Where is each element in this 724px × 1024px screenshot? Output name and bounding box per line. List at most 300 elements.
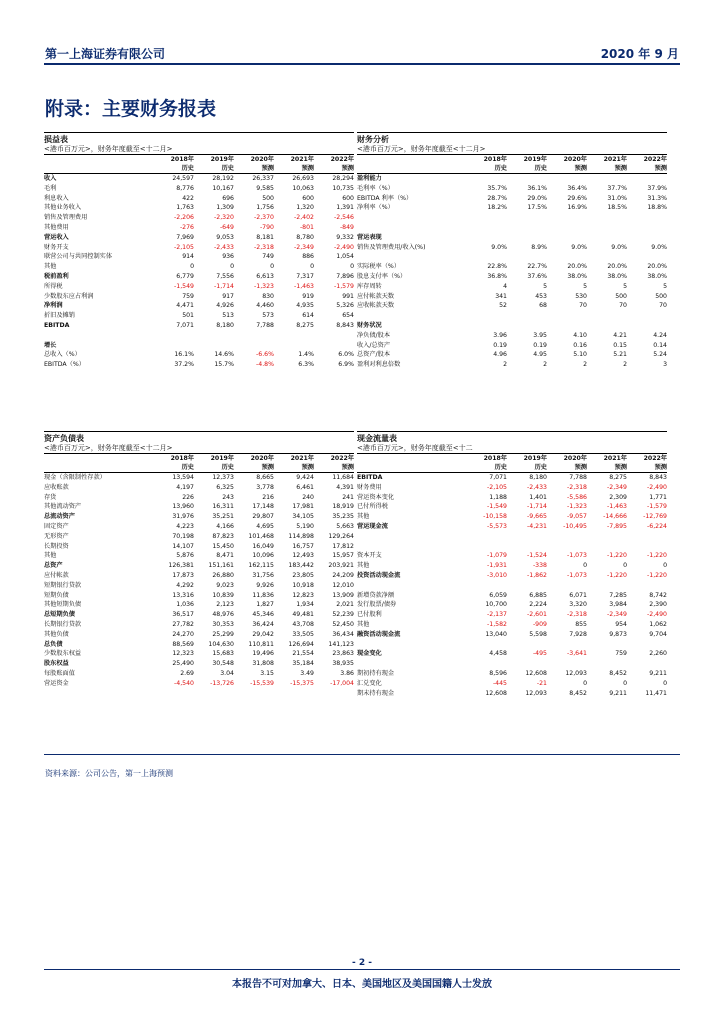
cell-value: -1,220 xyxy=(647,552,667,560)
cell-value xyxy=(467,581,507,591)
cell-value xyxy=(507,311,547,321)
cell-value: 28.7% xyxy=(487,194,507,202)
row-label: 现金（含限制性存款） xyxy=(44,474,106,481)
cell-value xyxy=(547,321,587,331)
header-blank xyxy=(357,454,467,463)
cell-value: -2,318 xyxy=(567,611,587,619)
cell-value: 6.0% xyxy=(338,351,354,359)
cell-value: 35,251 xyxy=(212,513,234,521)
cell-value: -4,540 xyxy=(174,679,194,687)
year-header: 2021年 xyxy=(603,156,627,163)
row-label: 总流动资产 xyxy=(44,513,75,521)
cell-value: 1,036 xyxy=(176,601,194,609)
row-label: 营运收入 xyxy=(44,233,69,241)
cell-value xyxy=(547,581,587,591)
row-label: EBITDA（%） xyxy=(44,361,85,369)
cell-value: 49,481 xyxy=(292,611,314,619)
row-label: 期初持有现金 xyxy=(357,669,395,677)
cell-value xyxy=(627,233,667,243)
table-row xyxy=(357,512,667,522)
cell-value: 11,836 xyxy=(252,591,274,599)
type-header: 预测 xyxy=(234,463,274,473)
cell-value: 7,317 xyxy=(296,272,314,280)
cell-value: 240 xyxy=(302,493,314,501)
cell-value: 16.9% xyxy=(567,204,587,212)
cell-value: 0 xyxy=(270,263,274,271)
cell-value: 87,823 xyxy=(212,532,234,540)
cell-value: -9,665 xyxy=(527,513,547,521)
row-label: 库存周转 xyxy=(357,282,382,290)
cell-value xyxy=(587,174,627,184)
cell-value xyxy=(234,331,274,341)
header-blank xyxy=(44,164,154,174)
cell-value: 29,042 xyxy=(252,630,274,638)
row-label xyxy=(357,213,467,223)
cell-value xyxy=(314,331,354,341)
year-header: 2020年 xyxy=(563,156,587,163)
table-row xyxy=(357,233,667,243)
cell-value: 4.10 xyxy=(573,331,587,339)
type-header: 预测 xyxy=(234,164,274,174)
row-label: 财务状况 xyxy=(357,321,382,329)
cell-value: 9,585 xyxy=(256,184,274,192)
cell-value: 10,063 xyxy=(292,184,314,192)
cell-value: 4 xyxy=(503,282,507,290)
cell-value xyxy=(507,659,547,669)
financial-analysis-panel xyxy=(357,132,667,370)
cell-value: 6,059 xyxy=(489,591,507,599)
cell-value xyxy=(627,640,667,650)
cell-value: 8,180 xyxy=(216,321,234,329)
cell-value: 2,224 xyxy=(529,601,547,609)
cell-value: -10,495 xyxy=(563,522,587,530)
table-row xyxy=(44,350,354,360)
cell-value: 855 xyxy=(575,620,587,628)
table-row xyxy=(44,473,354,483)
cell-value: 9.0% xyxy=(571,243,587,251)
cell-value: 8,665 xyxy=(256,474,274,481)
cell-value: 52 xyxy=(499,302,507,310)
table-row xyxy=(44,252,354,262)
table-row xyxy=(357,493,667,503)
cell-value: -1,579 xyxy=(647,503,667,511)
table-row xyxy=(357,522,667,532)
year-header: 2022年 xyxy=(643,156,667,163)
cell-value: 0.16 xyxy=(573,341,587,349)
cell-value: 1,054 xyxy=(336,253,354,261)
cell-value: 6,325 xyxy=(216,483,234,491)
cell-value: 16.1% xyxy=(174,351,194,359)
cell-value: 9,332 xyxy=(336,233,354,241)
cell-value: 17,873 xyxy=(172,571,194,579)
panel-subtitle: <港币百万元>，财务年度截至<十二月> xyxy=(357,144,667,155)
cell-value: -2,490 xyxy=(647,611,667,619)
table-row xyxy=(357,350,667,360)
panel-title: 损益表 xyxy=(44,132,354,144)
cell-value: 30,353 xyxy=(212,620,234,628)
cell-value: 16,049 xyxy=(252,542,274,550)
cell-value: 9,424 xyxy=(296,474,314,481)
cell-value: 4,391 xyxy=(336,483,354,491)
row-label xyxy=(357,542,467,552)
cell-value: 600 xyxy=(342,194,354,202)
cell-value: -1,582 xyxy=(487,620,507,628)
table-row xyxy=(44,262,354,272)
type-header-row xyxy=(44,164,354,174)
cell-value: 70 xyxy=(579,302,587,310)
cell-value: 0 xyxy=(623,562,627,570)
cell-value: 4.24 xyxy=(653,331,667,339)
table-row xyxy=(44,243,354,253)
cell-value: 9.0% xyxy=(491,243,507,251)
table-row xyxy=(44,223,354,233)
row-label: 营运表现 xyxy=(357,233,382,241)
year-header: 2019年 xyxy=(523,455,547,462)
table-row xyxy=(44,571,354,581)
type-header: 历史 xyxy=(154,164,194,174)
cell-value xyxy=(274,331,314,341)
cell-value: 23,863 xyxy=(332,650,354,658)
cell-value: 5,190 xyxy=(296,522,314,530)
cell-value xyxy=(587,640,627,650)
type-header: 预测 xyxy=(314,463,354,473)
cell-value: 1,391 xyxy=(336,204,354,212)
cell-value: 8,780 xyxy=(296,233,314,241)
row-label: 少数股东权益 xyxy=(44,650,82,658)
table-row xyxy=(44,591,354,601)
cell-value: -909 xyxy=(532,620,547,628)
cell-value: 6,613 xyxy=(256,272,274,280)
cell-value: 26,880 xyxy=(212,571,234,579)
year-header: 2018年 xyxy=(483,156,507,163)
cell-value: -2,490 xyxy=(647,483,667,491)
row-label: 其他 xyxy=(357,562,370,570)
cell-value: 0 xyxy=(583,679,587,687)
cell-value: 52,450 xyxy=(332,620,354,628)
table-row xyxy=(44,282,354,292)
appendix-title: 附录：主要财务报表 xyxy=(45,98,217,120)
cell-value: 1,934 xyxy=(296,601,314,609)
cell-value xyxy=(507,581,547,591)
cell-value: 8.9% xyxy=(531,243,547,251)
cell-value: 48,976 xyxy=(212,611,234,619)
cell-value: 31,756 xyxy=(252,571,274,579)
cell-value xyxy=(587,542,627,552)
balance-sheet-panel xyxy=(44,431,354,689)
table-row xyxy=(357,591,667,601)
row-label: 股东权益 xyxy=(44,660,69,668)
cell-value: -2,349 xyxy=(607,611,627,619)
row-label: 总资产 xyxy=(44,562,63,570)
cell-value: 18.5% xyxy=(607,204,627,212)
row-label: 应收帐款天数 xyxy=(357,302,395,310)
table-row xyxy=(44,679,354,689)
cell-value: 43,708 xyxy=(292,620,314,628)
table-row xyxy=(357,600,667,610)
cell-value: 2,123 xyxy=(216,601,234,609)
cell-value: -1,220 xyxy=(647,571,667,579)
cell-value xyxy=(507,174,547,184)
header-blank xyxy=(357,155,467,164)
cell-value: 7,896 xyxy=(336,272,354,280)
cell-value: 23,805 xyxy=(292,571,314,579)
table-row xyxy=(44,581,354,591)
row-label: 汇兑变化 xyxy=(357,679,382,687)
cell-value: 16,311 xyxy=(212,503,234,511)
cell-value: -12,769 xyxy=(643,513,667,521)
cell-value: 8,742 xyxy=(649,591,667,599)
row-label: 毛利率（%） xyxy=(357,184,394,192)
cell-value xyxy=(547,213,587,223)
cell-value: 38.0% xyxy=(607,272,627,280)
cell-value: -495 xyxy=(532,650,547,658)
type-header: 预测 xyxy=(547,463,587,473)
row-label: 总短期负债 xyxy=(44,611,75,619)
cell-value: 573 xyxy=(262,312,274,320)
cell-value xyxy=(587,532,627,542)
cell-value: 36.1% xyxy=(527,184,547,192)
cell-value: 13,040 xyxy=(485,630,507,638)
table-row xyxy=(357,341,667,351)
cell-value: 9,211 xyxy=(609,689,627,697)
cell-value: 0 xyxy=(350,263,354,271)
row-label: 长期投资 xyxy=(44,542,69,550)
table-row xyxy=(357,640,667,650)
cell-value: 2 xyxy=(583,361,587,369)
cell-value: 9.0% xyxy=(611,243,627,251)
cell-value: -6.6% xyxy=(256,351,274,359)
cell-value xyxy=(274,341,314,351)
cell-value: 68 xyxy=(539,302,547,310)
row-label: 期末持有现金 xyxy=(357,689,395,697)
row-label: 营运资金 xyxy=(44,679,69,687)
year-header: 2020年 xyxy=(250,455,274,462)
cell-value: 5 xyxy=(583,282,587,290)
cell-value: -2,546 xyxy=(334,214,354,222)
table-row xyxy=(44,493,354,503)
cell-value xyxy=(467,233,507,243)
cell-value: 18.2% xyxy=(487,204,507,212)
row-label: 其他流动资产 xyxy=(44,503,82,511)
cell-value: 17,981 xyxy=(292,503,314,511)
cell-value: 5,326 xyxy=(336,302,354,310)
cell-value: 13,909 xyxy=(332,591,354,599)
table-row xyxy=(357,292,667,302)
cell-value: 2 xyxy=(543,361,547,369)
cell-value: 9.0% xyxy=(651,243,667,251)
row-label: 融资活动现金流 xyxy=(357,630,401,638)
year-header: 2022年 xyxy=(330,156,354,163)
cell-value: 1,827 xyxy=(256,601,274,609)
cell-value: 114,898 xyxy=(288,532,314,540)
cell-value xyxy=(547,252,587,262)
cell-value: 31.3% xyxy=(647,194,667,202)
row-label xyxy=(357,581,467,591)
row-label: 财务开支 xyxy=(44,243,69,251)
cell-value: -1,073 xyxy=(567,571,587,579)
cell-value: 1,188 xyxy=(489,493,507,501)
cell-value xyxy=(467,252,507,262)
cell-value: 0 xyxy=(190,263,194,271)
table-row xyxy=(357,473,667,483)
table-row xyxy=(44,610,354,620)
cell-value: 5 xyxy=(663,282,667,290)
header-blank xyxy=(44,463,154,473)
cell-value: 3.86 xyxy=(340,669,354,677)
cell-value: 38.0% xyxy=(567,272,587,280)
row-label xyxy=(357,223,467,233)
row-label xyxy=(357,640,467,650)
cell-value: -1,079 xyxy=(487,552,507,560)
table-row xyxy=(357,571,667,581)
row-label: 营运资本变化 xyxy=(357,493,395,501)
cell-value: 216 xyxy=(262,493,274,501)
cell-value: 25,299 xyxy=(212,630,234,638)
type-header: 历史 xyxy=(194,164,234,174)
cell-value: 696 xyxy=(222,194,234,202)
cell-value: 6,779 xyxy=(176,272,194,280)
cell-value: 20.0% xyxy=(567,263,587,271)
cell-value: -3,010 xyxy=(487,571,507,579)
cell-value: 20.0% xyxy=(647,263,667,271)
cell-value: 530 xyxy=(575,292,587,300)
cell-value: 6.9% xyxy=(338,361,354,369)
cell-value: -2,349 xyxy=(294,243,314,251)
table-row xyxy=(357,689,667,699)
year-header: 2021年 xyxy=(290,455,314,462)
cell-value: 12,608 xyxy=(525,669,547,677)
cell-value: -276 xyxy=(179,223,194,231)
cell-value: -2,206 xyxy=(174,214,194,222)
cell-value: 10,918 xyxy=(292,581,314,589)
cell-value: 8,180 xyxy=(529,474,547,481)
cell-value: 2 xyxy=(623,361,627,369)
cell-value: -2,402 xyxy=(294,214,314,222)
table-row xyxy=(357,174,667,184)
cell-value: 4,458 xyxy=(489,650,507,658)
cell-value: -7,895 xyxy=(607,522,627,530)
cell-value: -849 xyxy=(339,223,354,231)
cell-value: 36,424 xyxy=(252,620,274,628)
financial-table xyxy=(44,155,354,370)
cell-value: 7,788 xyxy=(569,474,587,481)
cell-value: 13,594 xyxy=(172,474,194,481)
row-label: 财务费用 xyxy=(357,483,382,491)
cell-value xyxy=(587,252,627,262)
cell-value: 8,776 xyxy=(176,184,194,192)
cell-value: 183,442 xyxy=(288,562,314,570)
cell-value: 12,373 xyxy=(212,474,234,481)
cell-value: 28,294 xyxy=(332,175,354,182)
cell-value: 19,496 xyxy=(252,650,274,658)
table-row xyxy=(44,341,354,351)
header-blank xyxy=(44,454,154,463)
cell-value: 21,554 xyxy=(292,650,314,658)
cell-value: 453 xyxy=(535,292,547,300)
cell-value: 4,926 xyxy=(216,302,234,310)
cell-value: -15,375 xyxy=(290,679,314,687)
table-row xyxy=(357,610,667,620)
table-row xyxy=(44,311,354,321)
cell-value: -1,220 xyxy=(607,571,627,579)
cell-value xyxy=(547,532,587,542)
cell-value: 2,309 xyxy=(609,493,627,501)
type-header: 历史 xyxy=(467,164,507,174)
table-row xyxy=(357,581,667,591)
table-row xyxy=(44,561,354,571)
cell-value: 914 xyxy=(182,253,194,261)
cell-value: 31,808 xyxy=(252,660,274,668)
cell-value xyxy=(547,659,587,669)
row-label xyxy=(357,311,467,321)
cell-value: -6,224 xyxy=(647,522,667,530)
cell-value: 0 xyxy=(663,562,667,570)
cell-value: 1.4% xyxy=(298,351,314,359)
cell-value: -1,579 xyxy=(334,282,354,290)
row-label: 发行股票/债券 xyxy=(357,601,397,609)
row-label: EBITDA xyxy=(357,474,383,481)
cell-value: 3,320 xyxy=(569,601,587,609)
cell-value: 9,926 xyxy=(256,581,274,589)
cell-value xyxy=(587,311,627,321)
cell-value xyxy=(627,321,667,331)
cell-value: 936 xyxy=(222,253,234,261)
table-row xyxy=(357,262,667,272)
cell-value: 7,788 xyxy=(256,321,274,329)
cell-value: 126,381 xyxy=(168,562,194,570)
cell-value xyxy=(467,321,507,331)
cell-value: 37.9% xyxy=(647,184,667,192)
cell-value: -2,433 xyxy=(214,243,234,251)
cell-value: -338 xyxy=(532,562,547,570)
cell-value: -2,137 xyxy=(487,611,507,619)
cell-value: 14,107 xyxy=(172,542,194,550)
cell-value: 422 xyxy=(182,194,194,202)
table-row xyxy=(44,620,354,630)
cell-value: 4,292 xyxy=(176,581,194,589)
cell-value: -1,220 xyxy=(607,552,627,560)
table-row xyxy=(44,292,354,302)
table-row xyxy=(44,272,354,282)
cell-value: 31.0% xyxy=(607,194,627,202)
cell-value: 4.95 xyxy=(533,351,547,359)
cell-value: 991 xyxy=(342,292,354,300)
cell-value: -2,490 xyxy=(334,243,354,251)
row-label: 资本开支 xyxy=(357,552,382,560)
row-label: 应付帐款天数 xyxy=(357,292,395,300)
cell-value: 0 xyxy=(230,263,234,271)
panel-title: 现金流量表 xyxy=(357,431,667,443)
cell-value: -1,463 xyxy=(607,503,627,511)
cell-value: 1,320 xyxy=(296,204,314,212)
row-label: 固定资产 xyxy=(44,522,69,530)
cell-value: 0 xyxy=(623,679,627,687)
cell-value: 6,885 xyxy=(529,591,547,599)
cell-value xyxy=(467,659,507,669)
cell-value: 1,771 xyxy=(649,493,667,501)
cell-value: 919 xyxy=(302,292,314,300)
cell-value: 15,957 xyxy=(332,552,354,560)
panel-subtitle: <港币百万元>，财务年度截至<十二月> xyxy=(44,144,354,155)
table-row xyxy=(44,649,354,659)
financial-table xyxy=(357,155,667,370)
cell-value: 22.7% xyxy=(527,263,547,271)
cell-value: 38,935 xyxy=(332,660,354,668)
cell-value: 5,663 xyxy=(336,522,354,530)
year-header: 2019年 xyxy=(523,156,547,163)
cell-value xyxy=(507,233,547,243)
cell-value: 104,630 xyxy=(208,640,234,648)
